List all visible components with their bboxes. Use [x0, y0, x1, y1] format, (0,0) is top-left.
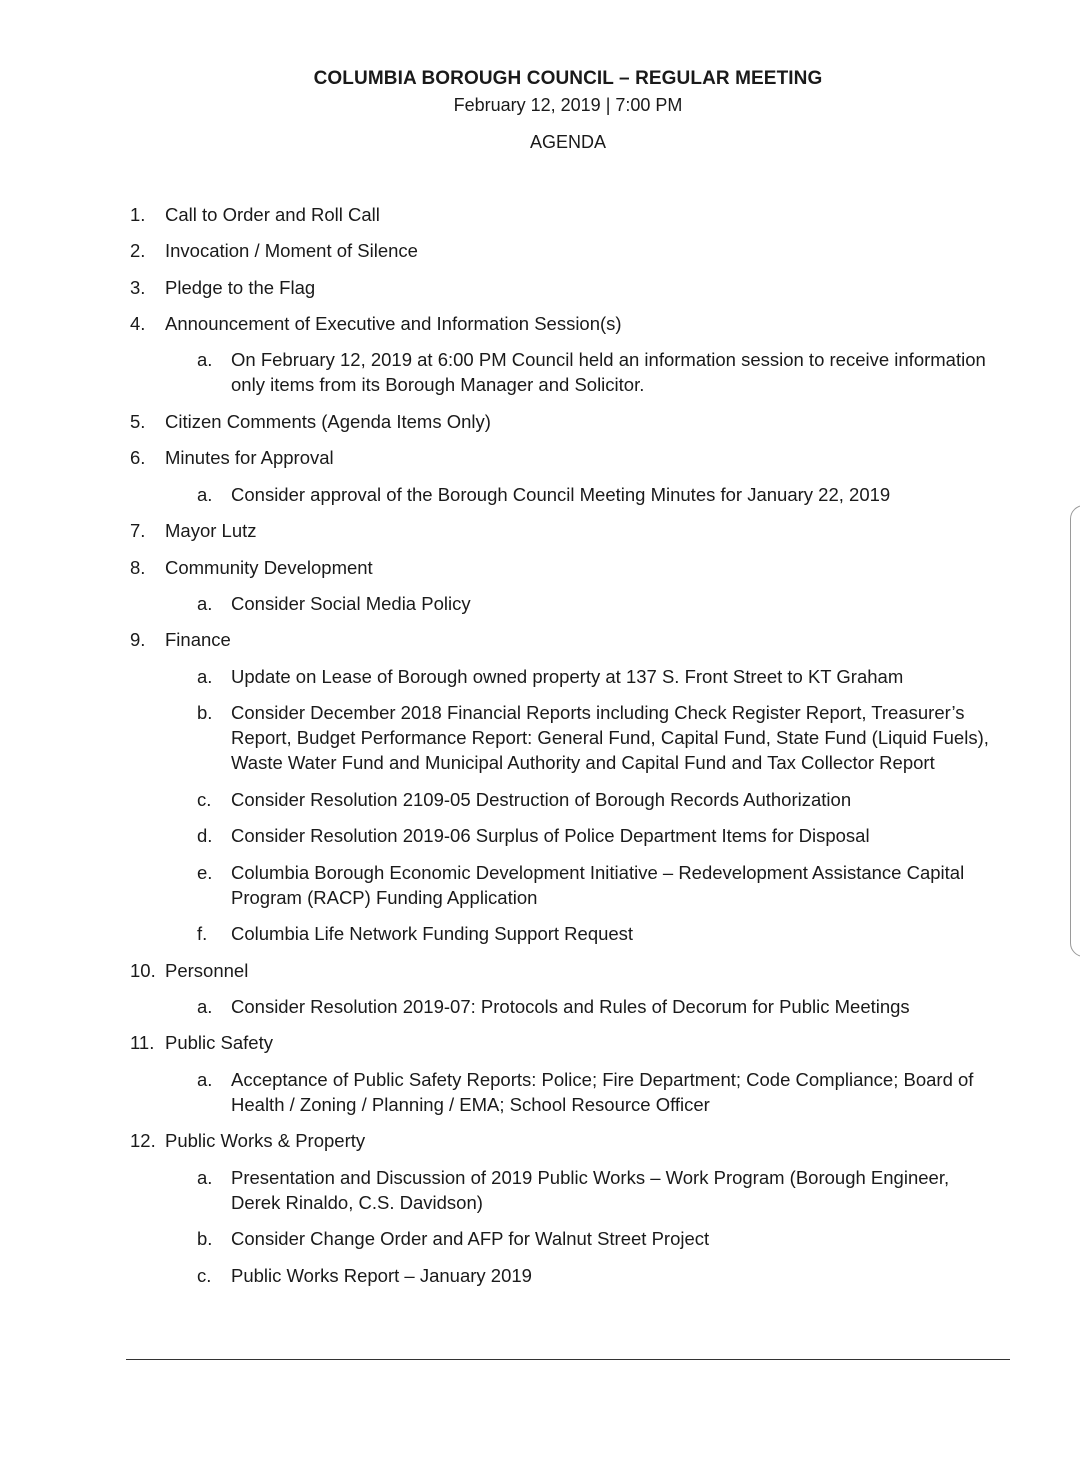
item-text: Announcement of Executive and Information Session(s): [165, 313, 622, 334]
item-text: Public Safety: [165, 1032, 273, 1053]
item-number: 7.: [130, 520, 146, 541]
meeting-date-time: February 12, 2019 | 7:00 PM: [453, 95, 683, 115]
subitem-text-line-1: Consider Resolution 2019-06 Surplus of Police Department Items for Disposal: [231, 825, 870, 846]
subitem-letter: b.: [197, 1228, 213, 1249]
item-text: Personnel: [165, 960, 249, 981]
item-number: 3.: [130, 277, 146, 298]
subitem-text-line-1: Consider Resolution 2109-05 Destruction of Borough Records Authorization: [231, 789, 852, 810]
subitem-text-line-1: Acceptance of Public Safety Reports: Police; Fire Department; Code Compliance; Board of: [231, 1069, 974, 1090]
subitem-letter: d.: [197, 825, 213, 846]
subitem-text-line-1: Columbia Life Network Funding Support Request: [231, 923, 634, 944]
subitem-letter: c.: [197, 1265, 212, 1286]
subitem-text-line-2: Health / Zoning / Planning / EMA; School Resource Officer: [231, 1094, 710, 1115]
item-number: 12.: [130, 1130, 156, 1151]
item-number: 5.: [130, 411, 146, 432]
item-text: Public Works & Property: [165, 1130, 366, 1151]
item-number: 9.: [130, 629, 146, 650]
item-number: 2.: [130, 240, 146, 261]
item-number: 10.: [130, 960, 156, 981]
item-number: 8.: [130, 557, 146, 578]
item-number: 4.: [130, 313, 146, 334]
document-header: [0, 66, 1080, 155]
item-number: 11.: [130, 1032, 155, 1053]
subitem-text-line-1: Consider approval of the Borough Council Meeting Minutes for January 22, 2019: [231, 484, 891, 505]
subitem-letter: a.: [197, 593, 213, 614]
subitem-text-line-3: Waste Water Fund and Municipal Authority and Capital Fund and Tax Collector Report: [231, 752, 935, 773]
subitem-text-line-1: Columbia Borough Economic Development Initiative – Redevelopment Assistance Capital: [231, 862, 965, 883]
subitem-letter: a.: [197, 1069, 213, 1090]
subitem-text-line-1: On February 12, 2019 at 6:00 PM Council held an information session to receive information: [231, 349, 986, 370]
item-number: 1.: [130, 204, 146, 225]
item-text: Pledge to the Flag: [165, 277, 316, 298]
subitem-text-line-2: only items from its Borough Manager and Solicitor.: [231, 374, 645, 395]
subitem-letter: f.: [197, 923, 208, 944]
subitem-text-line-1: Presentation and Discussion of 2019 Public Works – Work Program (Borough Engineer,: [231, 1167, 950, 1188]
agenda-heading: AGENDA: [529, 132, 607, 152]
subitem-letter: a.: [197, 484, 213, 505]
meeting-title: COLUMBIA BOROUGH COUNCIL – REGULAR MEETING: [313, 68, 823, 89]
subitem-text-line-1: Consider Resolution 2019-07: Protocols and Rules of Decorum for Public Meetings: [231, 996, 910, 1017]
item-text: Mayor Lutz: [165, 520, 257, 541]
subitem-text-line-1: Consider December 2018 Financial Reports including Check Register Report, Treasurer’s: [231, 702, 965, 723]
subitem-text-line-2: Program (RACP) Funding Application: [231, 887, 538, 908]
subitem-letter: e.: [197, 862, 213, 883]
item-number: 6.: [130, 447, 146, 468]
subitem-text-line-2: Derek Rinaldo, C.S. Davidson): [231, 1192, 483, 1213]
subitem-letter: a.: [197, 349, 213, 370]
subitem-text-line-1: Update on Lease of Borough owned property at 137 S. Front Street to KT Graham: [231, 666, 904, 687]
item-text: Minutes for Approval: [165, 447, 334, 468]
item-text: Invocation / Moment of Silence: [165, 240, 418, 261]
subitem-text-line-2: Report, Budget Performance Report: General Fund, Capital Fund, State Fund (Liquid Fuels),: [231, 727, 989, 748]
subitem-letter: a.: [197, 666, 213, 687]
subitem-text-line-1: Consider Change Order and AFP for Walnut Street Project: [231, 1228, 710, 1249]
item-text: Community Development: [165, 557, 373, 578]
item-text: Call to Order and Roll Call: [165, 204, 380, 225]
item-text: Citizen Comments (Agenda Items Only): [165, 411, 491, 432]
subitem-letter: b.: [197, 702, 213, 723]
scroll-handle[interactable]: [1070, 505, 1080, 957]
subitem-text-line-1: Consider Social Media Policy: [231, 593, 471, 614]
footer-divider: [126, 1359, 1010, 1360]
subitem-letter: a.: [197, 1167, 213, 1188]
item-text: Finance: [165, 629, 231, 650]
subitem-letter: c.: [197, 789, 212, 810]
subitem-text-line-1: Public Works Report – January 2019: [231, 1265, 532, 1286]
subitem-letter: a.: [197, 996, 213, 1017]
